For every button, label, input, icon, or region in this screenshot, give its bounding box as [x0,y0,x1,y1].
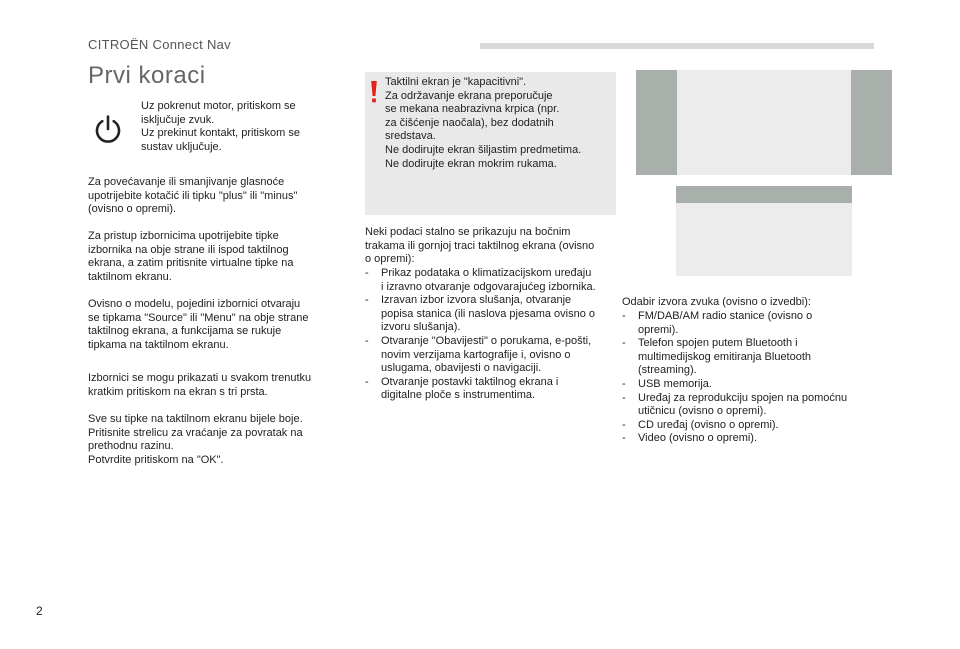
text-line: Izbornici se mogu prikazati u svakom trenutku [88,372,312,384]
power-line: sustav uključuje. [141,140,222,153]
text-line: taktilnog ekrana, a funkcijama se rukuje [88,325,282,338]
text-line: (ovisno o opremi). [88,203,177,216]
three-fingers-paragraph [88,372,338,399]
text-line: Prikaz podataka o klimatizacijskom uređaju [381,267,592,279]
text-line: novim verzijama kartografije i, ovisno o [381,348,571,361]
power-description [141,100,341,154]
volume-paragraph [88,176,338,217]
data-display-list [365,267,620,403]
menu-access-paragraph [88,230,338,284]
buttons-paragraph [88,413,338,467]
screen-top-bar [676,186,852,203]
text-line: upotrijebite kotačić ili tipku "plus" ili "minus" [88,189,298,202]
header-title: CITROËN Connect Nav [88,37,231,52]
screen-illustration-sidebars [636,70,892,175]
text-line: utičnicu (ovisno o opremi). [638,405,767,418]
power-icon [92,113,124,145]
page-number: 2 [36,604,43,618]
data-display-intro [365,226,620,267]
power-line: Uz pokrenut motor, pritiskom se [141,100,296,112]
text-line: ekrana, a zatim pritisnite virtualne tipke na [88,257,294,270]
text-line: uslugama, obavijesti o navigaciji. [381,362,542,375]
list-item [622,432,892,446]
text-line: Sve su tipke na taktilnom ekranu bijele boje. [88,413,303,425]
text-line: za čišćenje naočala), bez dodatnih [385,116,554,129]
text-line: izbornika na obje strane ili ispod taktilnog [88,243,289,256]
text-line: prethodnu razinu. [88,440,174,453]
text-line: CD uređaj (ovisno o opremi). [638,418,779,431]
text-line: popisa stanica (ili naslova pjesama ovisno o [381,307,596,320]
text-line: opremi). [638,323,679,336]
page-title: Prvi koraci [88,62,206,89]
text-line: Izravan izbor izvora slušanja, otvaranje [381,294,572,307]
text-line: Potvrdite pritiskom na "OK". [88,453,224,466]
sources-intro: Odabir izvora zvuka (ovisno o izvedbi): [622,296,811,308]
list-item [365,294,620,335]
text-line: se mekana neabrazivna krpica (npr. [385,103,560,116]
text-line: FM/DAB/AM radio stanice (ovisno o [638,310,813,322]
list-item [622,337,892,378]
text-line: o opremi): [365,253,415,266]
text-line: Za pristup izbornicima upotrijebite tipke [88,230,279,242]
text-line: trakama ili gornjoj traci taktilnog ekrana (ovisno [365,239,595,252]
list-item [622,392,892,419]
text-line: USB memorija. [638,377,712,390]
exclamation-icon [369,80,379,104]
text-line: sredstava. [385,130,436,143]
power-line: Uz prekinut kontakt, pritiskom se [141,127,300,140]
text-line: se tipkama "Source" ili "Menu" na obje strane [88,311,309,324]
text-line: Za održavanje ekrana preporučuje [385,89,553,102]
text-line: taktilnom ekranu. [88,270,172,283]
text-line: Taktilni ekran je "kapacitivni". [385,76,527,88]
list-item [365,267,620,294]
text-line: kratkim pritiskom na ekran s tri prsta. [88,385,268,398]
text-line: Pritisnite strelicu za vraćanje za povratak na [88,426,303,439]
text-line: multimedijskog emitiranja Bluetooth [638,350,812,363]
text-line: Ne dodirujte ekran mokrim rukama. [385,157,557,170]
text-line: Uređaj za reprodukciju spojen na pomoćnu [638,391,848,404]
list-item [365,376,620,403]
text-line: izvoru slušanja). [381,321,461,334]
text-line: Otvaranje postavki taktilnog ekrana i [381,375,559,388]
power-line: isključuje zvuk. [141,113,215,126]
header-rule [480,43,874,49]
text-line: tipkama na taktilnom ekranu. [88,338,229,351]
text-line: Neki podaci stalno se prikazuju na bočnim [365,226,571,238]
screen-center-area [677,70,851,175]
model-paragraph [88,298,338,352]
list-item [622,310,892,337]
text-line: Video (ovisno o opremi). [638,432,758,445]
screen-illustration-topbar [676,186,852,276]
list-item [622,378,892,392]
text-line: digitalne ploče s instrumentima. [381,389,536,402]
text-line: Telefon spojen putem Bluetooth i [638,337,798,350]
list-item [622,419,892,433]
text-line: Ovisno o modelu, pojedini izbornici otvaraju [88,298,301,310]
text-line: i izravno otvaranje odgovarajućeg izbornika. [381,280,596,293]
text-line: Otvaranje "Obavijesti" o porukama, e-pošti, [381,334,592,347]
text-line: Za povećavanje ili smanjivanje glasnoće [88,176,285,188]
warning-text [385,76,613,171]
list-item [365,335,620,376]
text-line: (streaming). [638,364,697,377]
text-line: Ne dodirujte ekran šiljastim predmetima. [385,143,582,156]
sources-list [622,310,892,446]
